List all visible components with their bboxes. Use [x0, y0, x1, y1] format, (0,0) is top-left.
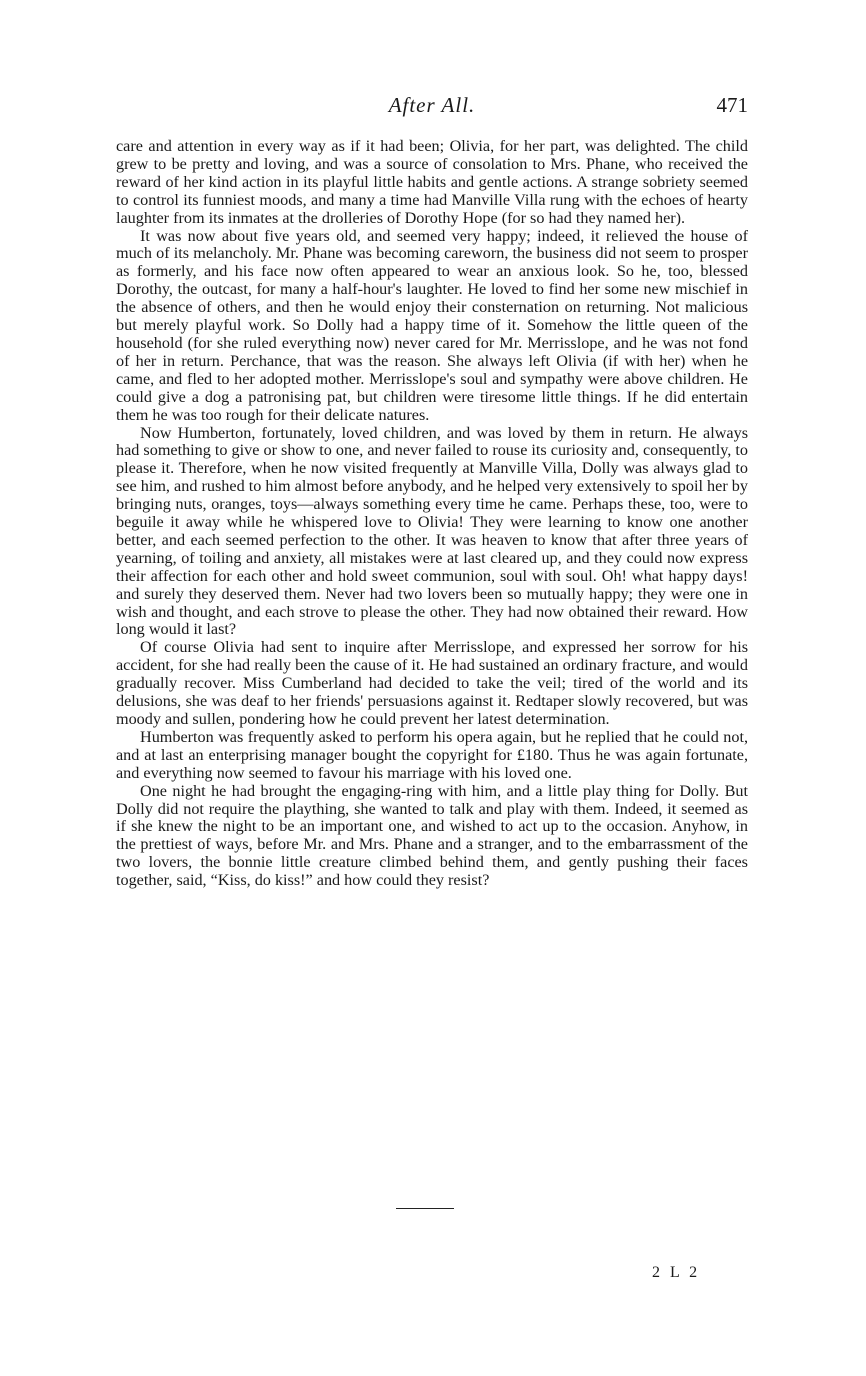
- running-head: [116, 93, 748, 123]
- paragraph: One night he had brought the engaging-ring with him, and a little play thing for Dolly. But Dolly did not require the plaything, she wanted to talk and play with them. Indeed, it seemed as if she knew the night to be an important one, and wished to act up to the occasion. Anyhow, in the prettiest of ways, before Mr. and Mrs. Phane and a stranger, and to the embarrassment of the two lovers, the bonnie little creature climbed behind them, and gently pushing their faces together, said, “Kiss, do kiss!” and how could they resist?: [116, 781, 748, 890]
- paragraph: care and attention in every way as if it had been; Olivia, for her part, was delighted. The child grew to be pretty and loving, and was a source of consolation to Mrs. Phane, who received the reward of her kind action in its playful little habits and gentle actions. A strange sobriety seemed to control its funniest moods, and many a time had Manville Villa rung with the echoes of hearty laughter from its inmates at the drolleries of Dorothy Hope (for so had they named her).: [116, 137, 748, 227]
- paragraph: Humberton was frequently asked to perform his opera again, but he replied that he could not, and at last an enterprising manager bought the copyright for £180. Thus he was again fortunate, and everything now seemed to favour his marriage with his loved one.: [116, 727, 748, 782]
- body-text: [116, 138, 748, 890]
- paragraph: It was now about five years old, and seemed very happy; indeed, it relieved the house of much of its melancholy. Mr. Phane was becoming careworn, the business did not seem to prosper as formerly, and his face now often appeared to wear an anxious look. So he, too, blessed Dorothy, the outcast, for many a half-hour's laughter. He loved to find her some new mischief in the absence of others, and then he would enjoy their consternation on returning. Not malicious but merely playful work. So Dolly had a happy time of it. Somehow the little queen of the household (for she ruled everything now) never cared for Mr. Merrisslope, and he was not fond of her in return. Perchance, that was the reason. She always left Olivia (if with her) when he came, and fled to her adopted mother. Merrisslope's soul and sympathy were above children. He could give a dog a patronising pat, but children were tiresome little things. If he did entertain them he was too rough for their delicate natures.: [116, 226, 748, 424]
- paragraph: Of course Olivia had sent to inquire after Merrisslope, and expressed her sorrow for his accident, for she had really been the cause of it. He had sustained an ordinary fracture, and would gradually recover. Miss Cumberland had decided to take the veil; tired of the world and its delusions, she was deaf to her friends' persuasions against it. Redtaper slowly recovered, but was moody and sullen, pondering how he could prevent her latest determination.: [116, 638, 748, 728]
- running-title: After All.: [388, 93, 476, 117]
- signature-mark: 2 L 2: [652, 1264, 701, 1281]
- page-number: 471: [716, 93, 748, 117]
- paragraph: Now Humberton, fortunately, loved children, and was loved by them in return. He always had something to give or show to one, and never failed to rouse its curiosity and, consequently, to please it. Therefore, when he now visited frequently at Manville Villa, Dolly was always glad to see him, and rushed to him almost before anybody, and he helped very extensively to spoil her by bringing nuts, oranges, toys—always something every time he came. Perhaps these, too, were to beguile it away while he whispered love to Olivia! They were learning to know one another better, and each seemed perfection to the other. It was heaven to know that after three years of yearning, of toiling and anxiety, all mistakes were at last cleared up, and they could now express their affection for each other and hold sweet communion, soul with soul. Oh! what happy days! and surely they deserved them. Never had two lovers been so mutually happy; they were one in wish and thought, and each strove to please the other. They had now obtained their reward. How long would it last?: [116, 423, 748, 639]
- section-end-rule: [396, 1208, 454, 1209]
